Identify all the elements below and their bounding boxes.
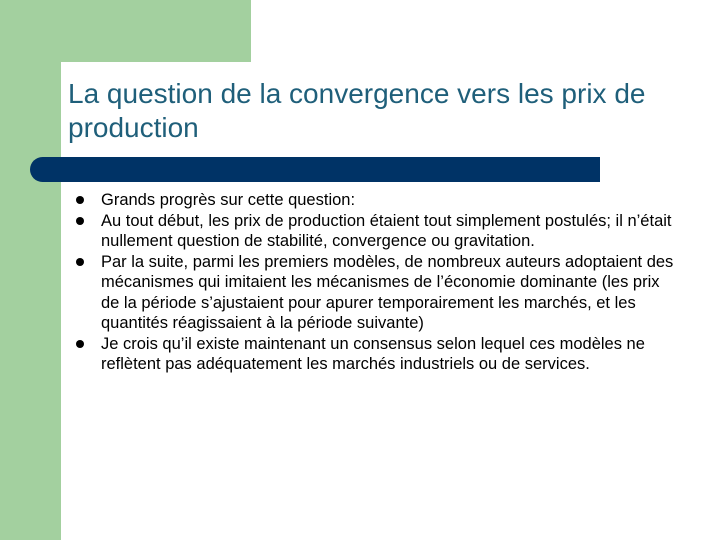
bullet-text: Je crois qu’il existe maintenant un consensus selon lequel ces modèles ne reflètent pas adéquatement les marchés industriels ou de services. [101, 334, 645, 373]
bullet-list [76, 190, 676, 375]
green-top-band [0, 0, 251, 62]
bullet-text: Grands progrès sur cette question: [101, 191, 356, 209]
bullet-dot-icon [76, 217, 84, 225]
title-underline-bar [30, 157, 600, 182]
bullet-item [76, 334, 676, 375]
bullet-item [76, 252, 676, 334]
bullet-dot-icon [76, 340, 84, 348]
bullet-text: Au tout début, les prix de production étaient tout simplement postulés; il n’était nullement question de stabilité, convergence ou gravitation. [101, 211, 672, 250]
bullet-text: Par la suite, parmi les premiers modèles, de nombreux auteurs adoptaient des mécanismes qui imitaient les mécanismes de l’économie dominante (les prix de la période s’ajustaient pour apurer temporairement les marchés, et les quantités réagissaient à la période suivante) [101, 252, 674, 332]
bullet-item [76, 190, 676, 211]
green-left-band [0, 0, 61, 540]
bullet-dot-icon [76, 258, 84, 266]
bullet-dot-icon [76, 196, 84, 204]
bullet-item [76, 211, 676, 252]
slide-title: La question de la convergence vers les prix de production [68, 78, 646, 143]
